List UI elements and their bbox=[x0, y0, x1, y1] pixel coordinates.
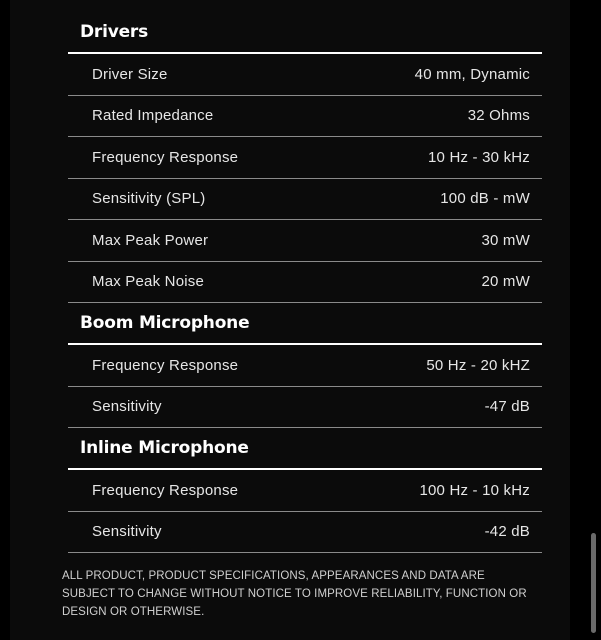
spec-label: Max Peak Noise bbox=[92, 273, 205, 291]
section-title-boom-microphone: Boom Microphone bbox=[68, 303, 542, 345]
spec-row-inline-frequency-response bbox=[68, 470, 542, 512]
spec-label: Rated Impedance bbox=[92, 107, 214, 125]
spec-label: Sensitivity bbox=[92, 398, 162, 416]
spec-value: 100 dB - mW bbox=[440, 190, 530, 208]
spec-row-inline-sensitivity bbox=[68, 512, 542, 554]
spec-value: -42 dB bbox=[484, 523, 530, 541]
spec-value: 40 mm, Dynamic bbox=[414, 65, 530, 83]
spec-value: 32 Ohms bbox=[467, 107, 530, 125]
disclaimer-text: ALL PRODUCT, PRODUCT SPECIFICATIONS, APPEARANCES AND DATA ARE SUBJECT TO CHANGE WITHOUT NOTICE TO IMPROVE RELIABILITY, FUNCTION OR DESIGN OR OTHERWISE. bbox=[62, 570, 527, 618]
spec-row-max-peak-power bbox=[68, 220, 542, 262]
spec-table bbox=[68, 0, 542, 553]
spec-value: 50 Hz - 20 kHZ bbox=[426, 356, 530, 374]
spec-value: 100 Hz - 10 kHz bbox=[419, 481, 530, 499]
scrollbar-thumb[interactable] bbox=[591, 533, 596, 633]
spec-label: Frequency Response bbox=[92, 148, 239, 166]
spec-label: Max Peak Power bbox=[92, 231, 209, 249]
section-title-inline-microphone: Inline Microphone bbox=[68, 428, 542, 470]
spec-value: 30 mW bbox=[481, 231, 530, 249]
spec-value: 20 mW bbox=[481, 273, 530, 291]
spec-label: Frequency Response bbox=[92, 356, 239, 374]
spec-label: Sensitivity bbox=[92, 523, 162, 541]
spec-value: -47 dB bbox=[484, 398, 530, 416]
spec-row-sensitivity-spl bbox=[68, 179, 542, 221]
spec-row-driver-size bbox=[68, 54, 542, 96]
section-title-drivers: Drivers bbox=[68, 0, 542, 54]
spec-label: Driver Size bbox=[92, 65, 168, 83]
spec-row-boom-sensitivity bbox=[68, 387, 542, 429]
spec-row-boom-frequency-response bbox=[68, 345, 542, 387]
spec-page bbox=[10, 0, 570, 640]
spec-row-rated-impedance bbox=[68, 96, 542, 138]
spec-row-max-peak-noise bbox=[68, 262, 542, 304]
spec-value: 10 Hz - 30 kHz bbox=[428, 148, 530, 166]
spec-label: Sensitivity (SPL) bbox=[92, 190, 206, 208]
spec-label: Frequency Response bbox=[92, 481, 239, 499]
spec-row-frequency-response bbox=[68, 137, 542, 179]
